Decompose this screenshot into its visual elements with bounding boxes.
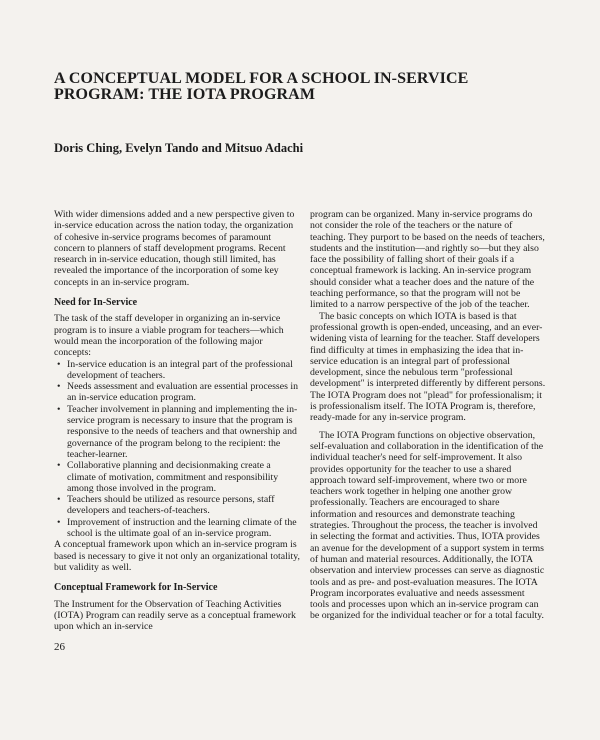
body-paragraph-1: program can be organized. Many in-service programs do not consider the role of the teachers or the nature of teaching. They purport to be based on the needs of teachers, students and the institution—and rightly so—but they also face the possibility of falling short of their goals if a conceptual framework is lacking. An in-service program should consider what a teacher does and the nature of the teaching performance, so that the program will not be limited to a narrow perspective of the job of the teacher. [310, 209, 545, 311]
concept-item-6: • Improvement of instruction and the learning climate of the school is the ultimate goal of an in-service program. [54, 517, 302, 540]
conclusion-paragraph: A conceptual framework upon which an in-service program is based is necessary to give it not only an organizational totality, but validity as well. [54, 539, 300, 573]
heading-need-for-in-service: Need for In-Service [54, 297, 138, 309]
concept-item-4: • Collaborative planning and decisionmaking create a climate of motivation, commitment and responsibility among those involved in the program. [54, 460, 302, 494]
concept-item-3: • Teacher involvement in planning and implementing the in-service program is necessary to insure that the program is responsive to the needs of teachers and that ownership and governance of the program belong to the recipient: the teacher-learner. [54, 404, 302, 460]
concepts-list [54, 359, 302, 540]
concept-item-2: • Needs assessment and evaluation are essential processes in an in-service education program. [54, 381, 302, 404]
title-line-1: A CONCEPTUAL MODEL FOR A SCHOOL IN-SERVICE [54, 70, 469, 87]
need-paragraph: The task of the staff developer in organizing an in-service program is to insure a viable program for teachers—which would mean the incorporation of the following major concepts: [54, 313, 284, 359]
left-column [54, 209, 302, 632]
body-paragraph-3: The IOTA Program functions on objective observation, self-evaluation and collaboration in the identification of the individual teacher's need for self-improvement. It also provides opportunity for the teacher to use a shared approach toward self-improvement, where two or more teachers work together in helping one another grow professionally. Teachers are encouraged to share information and resources and demonstrate teaching strategies. Throughout the process, the teacher is involved in selecting the format and activities. Thus, IOTA provides an avenue for the development of a support system in terms of human and material resources. Additionally, the IOTA observation and interview processes can serve as diagnostic tools and as pre- and post-evaluation measures. The IOTA Program incorporates evaluative and needs assessment tools and processes upon which an in-service program can be organized for the individual teacher or for a total faculty. [310, 429, 545, 622]
body-paragraph-2: The basic concepts on which IOTA is based is that professional growth is open-ended, unceasing, and an ever-widening vista of learning for the teacher. Staff developers find difficulty at times in emphasizing the idea that in-service education is an integral part of professional development, since the nebulous term "professional development" is interpreted differently by different persons. The IOTA Program does not "plead" for professionalism; it is professionalism itself. The IOTA Program is, therefore, ready-made for any in-service program. [310, 310, 546, 424]
title-line-2: PROGRAM: THE IOTA PROGRAM [54, 86, 316, 103]
concept-item-5: • Teachers should be utilized as resource persons, staff developers and teachers-of-teachers. [54, 494, 302, 517]
intro-paragraph: With wider dimensions added and a new perspective given to in-service education across the nation today, the organization of cohesive in-service programs becomes of paramount concern to planners of staff development programs. Recent research in in-service education, though still limited, has revealed the importance of the incorporation of some key concepts in an in-service program. [54, 209, 295, 288]
author-byline: Doris Ching, Evelyn Tando and Mitsuo Adachi [54, 141, 304, 155]
article-title [54, 71, 494, 103]
page-number: 26 [54, 641, 65, 653]
concept-item-1: • In-service education is an integral part of the professional development of teachers. [54, 359, 302, 382]
framework-paragraph: The Instrument for the Observation of Teaching Activities (IOTA) Program can readily serve as a conceptual framework upon which an in-service [54, 598, 296, 633]
heading-conceptual-framework: Conceptual Framework for In-Service [54, 582, 218, 594]
right-column [310, 209, 546, 622]
